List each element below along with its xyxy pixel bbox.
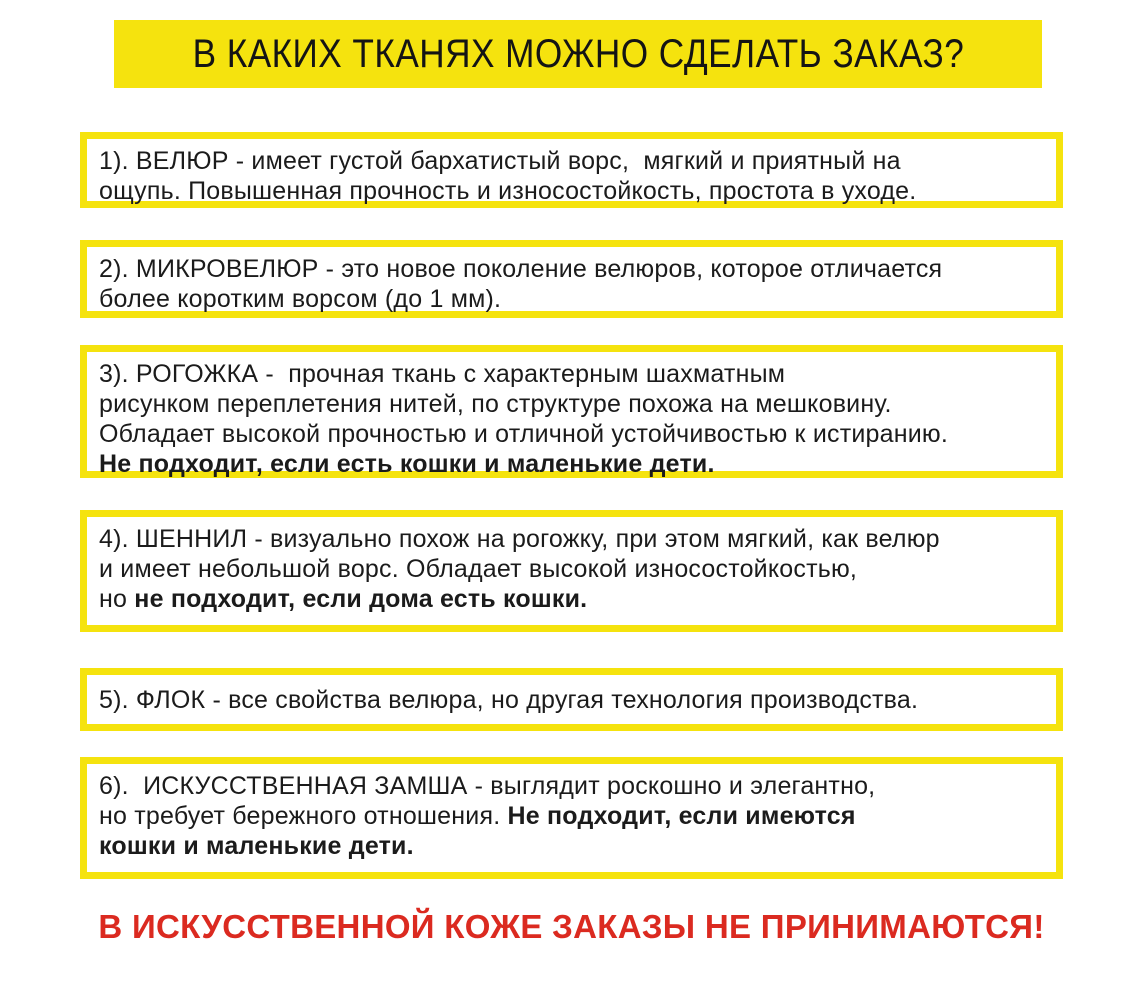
fabric-box-flock	[80, 668, 1063, 731]
title-banner	[114, 20, 1042, 88]
fabric-box-text: 4). ШЕННИЛ - визуально похож на рогожку, при этом мягкий, как велюр и имеет небольшой ворс. Обладает высокой износостойкостью, но не подходит, если дома есть кошки.	[99, 525, 940, 613]
fabric-box-text: 5). ФЛОК - все свойства велюра, но другая технология производства.	[99, 686, 919, 714]
fabric-box-text: 6). ИСКУССТВЕННАЯ ЗАМША - выглядит роскошно и элегантно, но требует бережного отношения. Не подходит, если имеются кошки и маленькие дети.	[99, 772, 876, 860]
footer-warning: В ИСКУССТВЕННОЙ КОЖЕ ЗАКАЗЫ НЕ ПРИНИМАЮТСЯ!	[98, 908, 1045, 945]
fabric-box-microvelour	[80, 240, 1063, 318]
fabric-box-chenille	[80, 510, 1063, 632]
fabric-box-rogozhka	[80, 345, 1063, 478]
fabric-box-velour	[80, 132, 1063, 208]
fabric-box-faux-suede	[80, 757, 1063, 879]
fabric-box-text: 3). РОГОЖКА - прочная ткань с характерным шахматным рисунком переплетения нитей, по структуре похожа на мешковину. Обладает высокой прочностью и отличной устойчивостью к истиранию. Не подходит, если есть кошки и маленькие дети.	[99, 360, 948, 478]
page-title: В КАКИХ ТКАНЯХ МОЖНО СДЕЛАТЬ ЗАКАЗ?	[192, 31, 964, 76]
fabric-box-text: 2). МИКРОВЕЛЮР - это новое поколение велюров, которое отличается более коротким ворсом (до 1 мм).	[99, 255, 943, 313]
fabric-box-text: 1). ВЕЛЮР - имеет густой бархатистый ворс, мягкий и приятный на ощупь. Повышенная прочность и износостойкость, простота в уходе.	[99, 147, 917, 205]
